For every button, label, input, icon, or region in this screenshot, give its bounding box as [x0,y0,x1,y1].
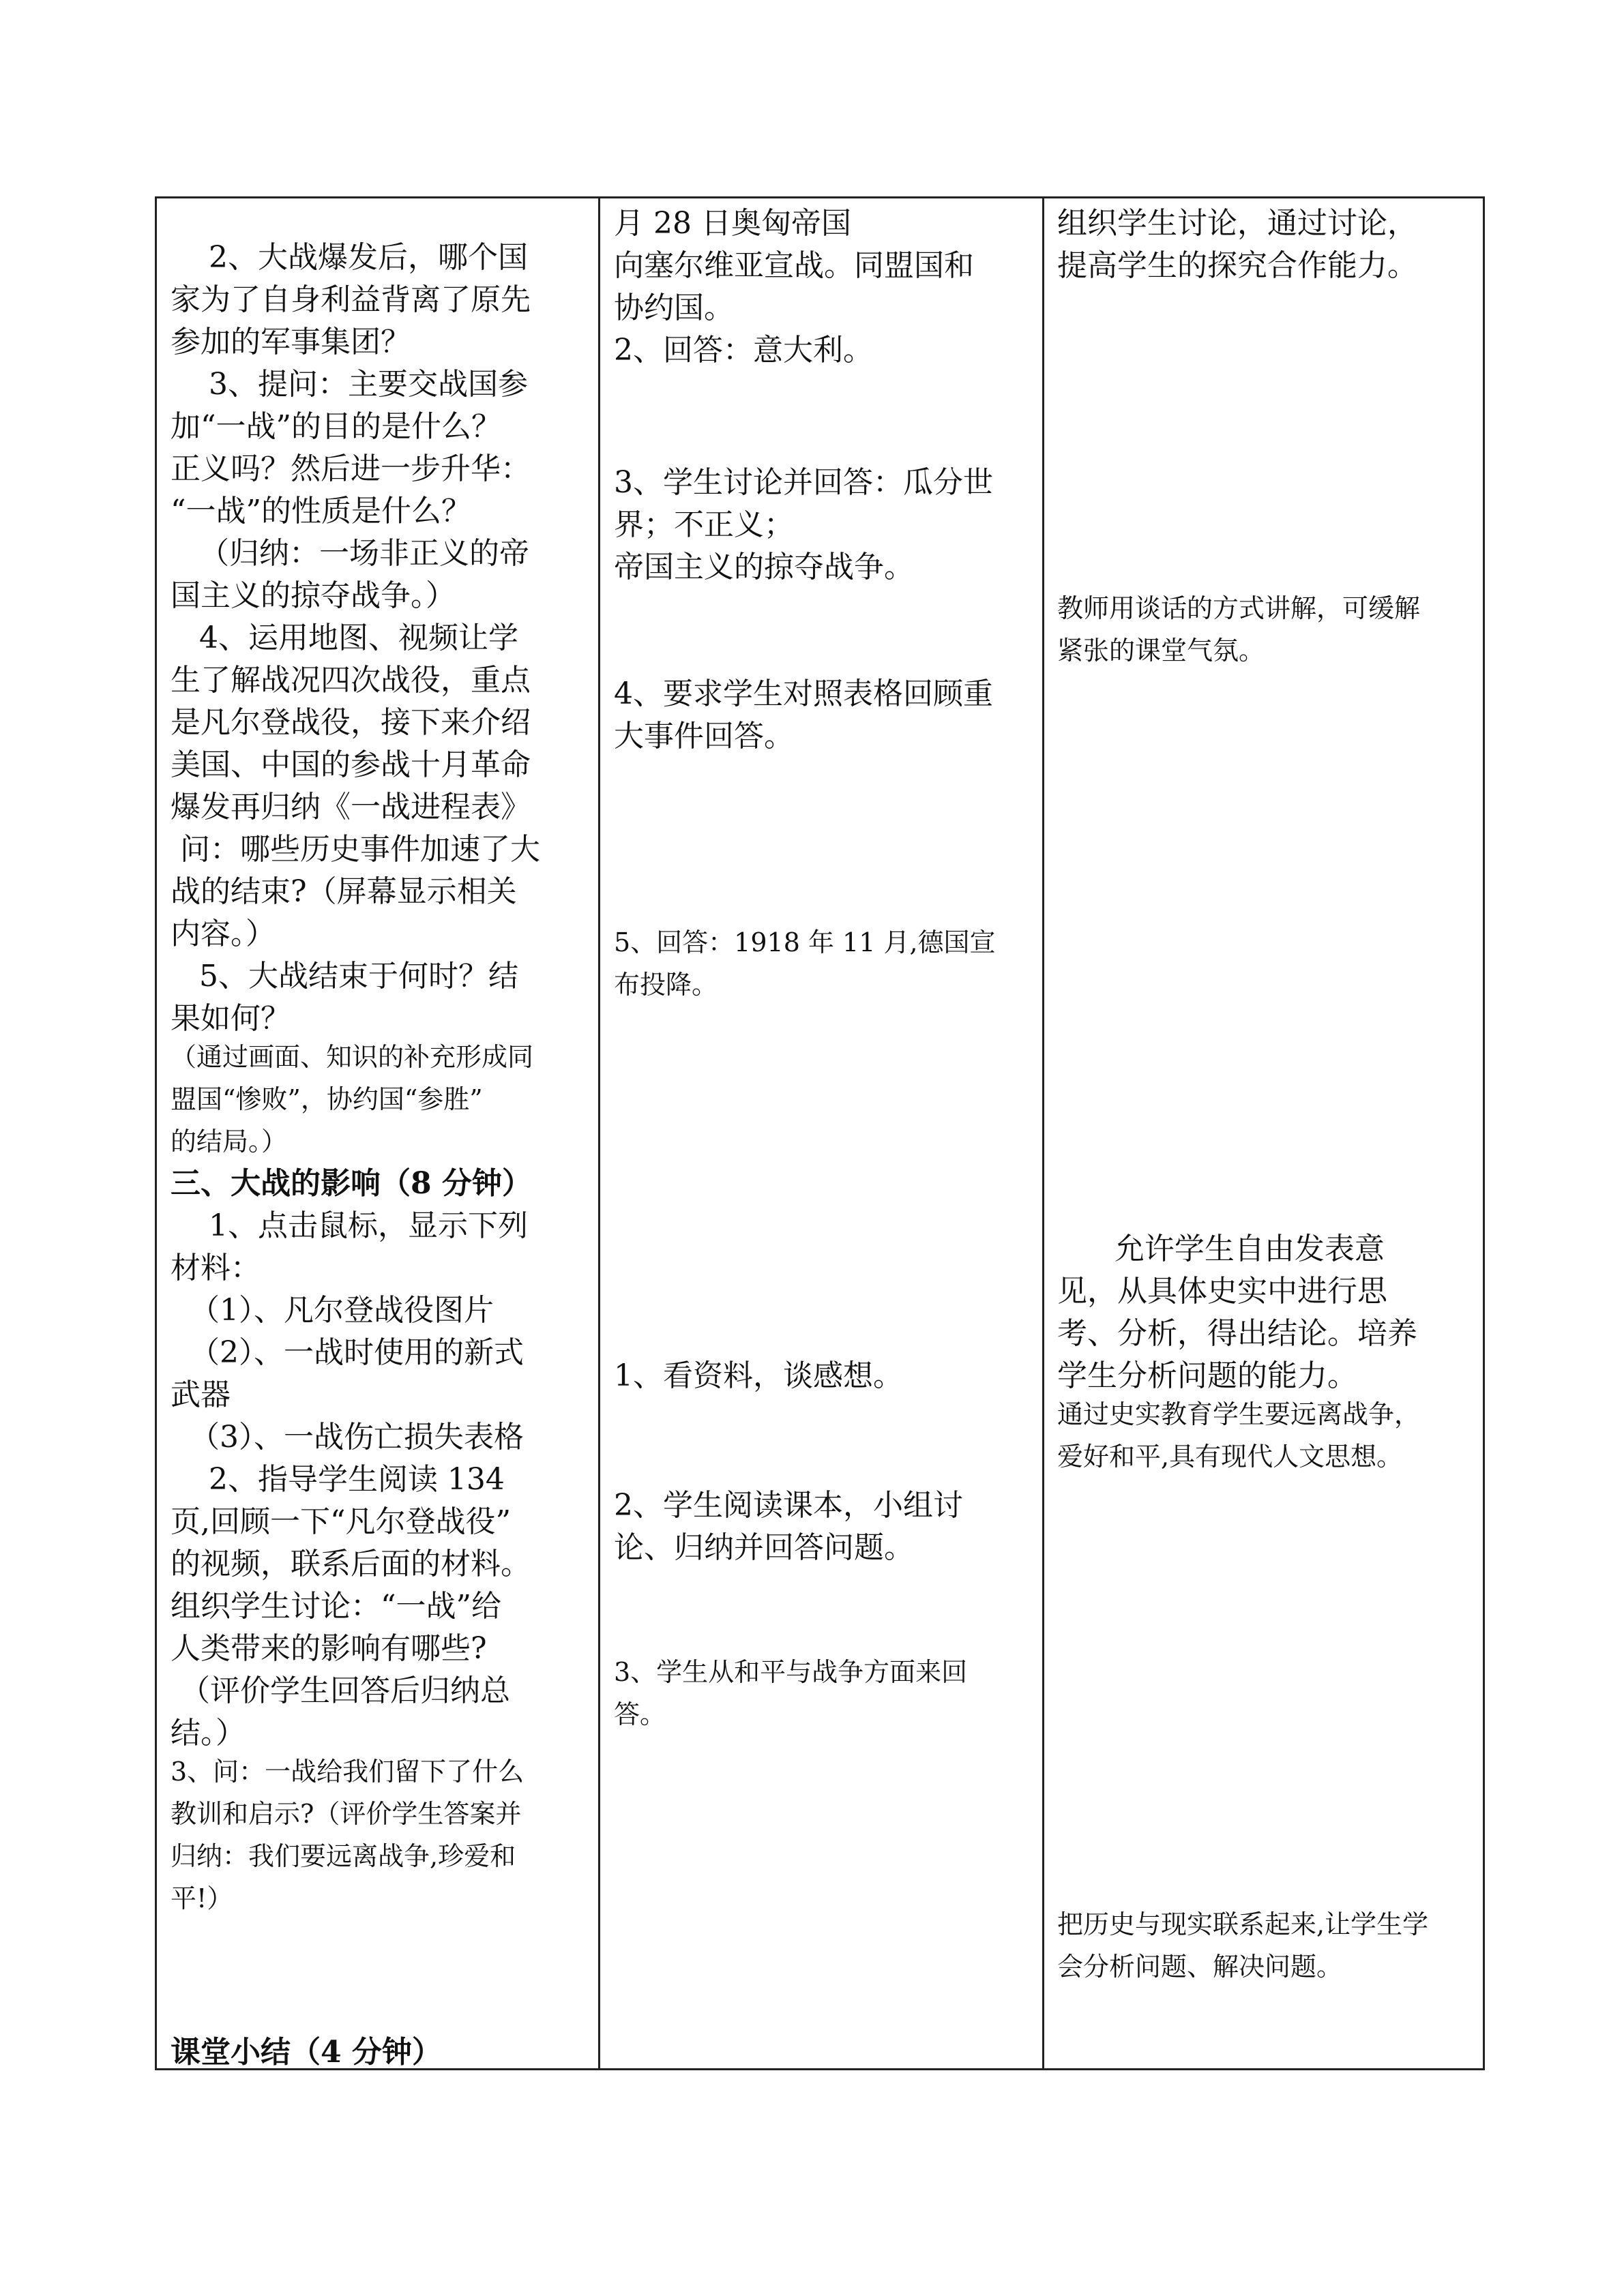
col1-text-line: 加“一战”的目的是什么？ [171,409,501,444]
col3-text-line: 允许学生自由发表意 [1057,1232,1385,1266]
col1-text-line: 5、大战结束于何时？结 [171,959,518,994]
col1-text-line: （归纳：一场非正义的帝 [171,536,529,571]
design-intent-column [1057,198,1473,2068]
col2-text-line: 1、看资料，谈感想。 [614,1358,903,1393]
col2-text-line: 向塞尔维亚宣战。同盟国和 [614,248,974,283]
col3-text-line: 把历史与现实联系起来,让学生学 [1057,1909,1429,1939]
student-activity-column [614,198,1033,2068]
col1-text-line: 教训和启示?（评价学生答案并 [171,1799,522,1829]
col2-text-line: 布投降。 [614,970,718,1000]
col2-text-line: 3、学生讨论并回答：瓜分世 [614,465,993,500]
col2-text-line: 月 28 日奥匈帝国 [614,206,851,241]
col1-text-line: 课堂小结（4 分钟） [171,2035,442,2070]
col1-text-line: 3、提问：主要交战国参 [171,367,528,402]
col1-text-line: 参加的军事集团？ [171,325,411,359]
col1-text-line: （通过画面、知识的补充形成同 [171,1042,534,1072]
col2-text-line: 4、要求学生对照表格回顾重 [614,676,993,711]
col1-text-line: 家为了自身利益背离了原先 [171,282,531,317]
col1-text-line: 平!） [171,1883,233,1913]
col2-text-line: 2、学生阅读课本，小组讨 [614,1488,963,1523]
col1-text-line: （1）、凡尔登战役图片 [171,1293,494,1328]
col1-text-line: 页,回顾一下“凡尔登战役” [171,1504,511,1539]
col1-text-line: 果如何？ [171,1001,291,1036]
col1-text-line: 是凡尔登战役，接下来介绍 [171,705,531,740]
col1-text-line: 三、大战的影响（8 分钟） [171,1166,532,1201]
col3-text-line: 爱好和平,具有现代人文思想。 [1057,1442,1403,1472]
col1-text-line: 材料： [171,1251,261,1285]
col1-text-line: “一战”的性质是什么？ [171,494,471,528]
col1-text-line: 1、点击鼠标，显示下列 [171,1208,528,1243]
col2-text-line: 答。 [614,1699,666,1729]
col1-text-line: 2、大战爆发后，哪个国 [171,240,528,275]
col1-text-line: 人类带来的影响有哪些? [171,1631,487,1666]
col1-text-line: 国主义的掠夺战争。） [171,578,456,613]
col3-text-line: 会分析问题、解决问题。 [1057,1952,1343,1982]
col2-text-line: 5、回答：1918 年 11 月,德国宣 [614,927,996,957]
col2-text-line: 大事件回答。 [614,719,794,754]
col1-text-line: 4、运用地图、视频让学 [171,621,518,655]
col1-text-line: 美国、中国的参战十月革命 [171,747,531,782]
col1-text-line: 爆发再归纳《一战进程表》 [171,790,531,824]
col3-text-line: 考、分析，得出结论。培养 [1057,1316,1417,1351]
col3-text-line: 通过史实教育学生要远离战争， [1057,1399,1421,1429]
col2-text-line: 界；不正义； [614,507,794,542]
col3-text-line: 见，从具体史实中进行思 [1057,1274,1387,1309]
col1-text-line: （评价学生回答后归纳总 [171,1673,510,1708]
col1-text-line: 问：哪些历史事件加速了大 [171,832,540,867]
col1-text-line: 战的结束?（屏幕显示相关 [171,874,517,909]
col1-text-line: 2、指导学生阅读 134 [171,1462,505,1497]
col2-text-line: 帝国主义的掠夺战争。 [614,550,914,584]
col1-text-line: 内容。） [171,916,276,951]
col1-text-line: （2）、一战时使用的新式 [171,1335,524,1370]
col1-text-line: 归纳：我们要远离战争,珍爱和 [171,1841,516,1871]
col1-text-line: 武器 [171,1377,231,1412]
col1-text-line: 结。） [171,1716,246,1750]
col1-text-line: （3）、一战伤亡损失表格 [171,1420,524,1455]
teacher-activity-column [171,198,587,2068]
col1-text-line: 生了解战况四次战役，重点 [171,663,531,698]
column-divider [1042,198,1044,2068]
col3-text-line: 紧张的课堂气氛。 [1057,636,1265,666]
col3-text-line: 提高学生的探究合作能力。 [1057,248,1417,283]
col2-text-line: 2、回答：意大利。 [614,333,873,368]
col3-text-line: 组织学生讨论，通过讨论， [1057,206,1417,241]
col3-text-line: 教师用谈话的方式讲解，可缓解 [1057,593,1421,623]
col2-text-line: 论、归纳并回答问题。 [614,1530,914,1565]
col3-text-line: 学生分析问题的能力。 [1057,1358,1357,1393]
column-divider [598,198,600,2068]
lesson-plan-table [155,196,1485,2070]
col2-text-line: 协约国。 [614,290,734,325]
col1-text-line: 的结局。） [171,1127,288,1157]
col1-text-line: 组织学生讨论：“一战”给 [171,1589,501,1624]
col1-text-line: 盟国“惨败”，协约国“参胜” [171,1084,483,1114]
col1-text-line: 的视频，联系后面的材料。 [171,1547,531,1581]
col1-text-line: 3、问：一战给我们留下了什么 [171,1757,525,1787]
col2-text-line: 3、学生从和平与战争方面来回 [614,1657,968,1687]
col1-text-line: 正义吗？然后进一步升华： [171,451,531,486]
